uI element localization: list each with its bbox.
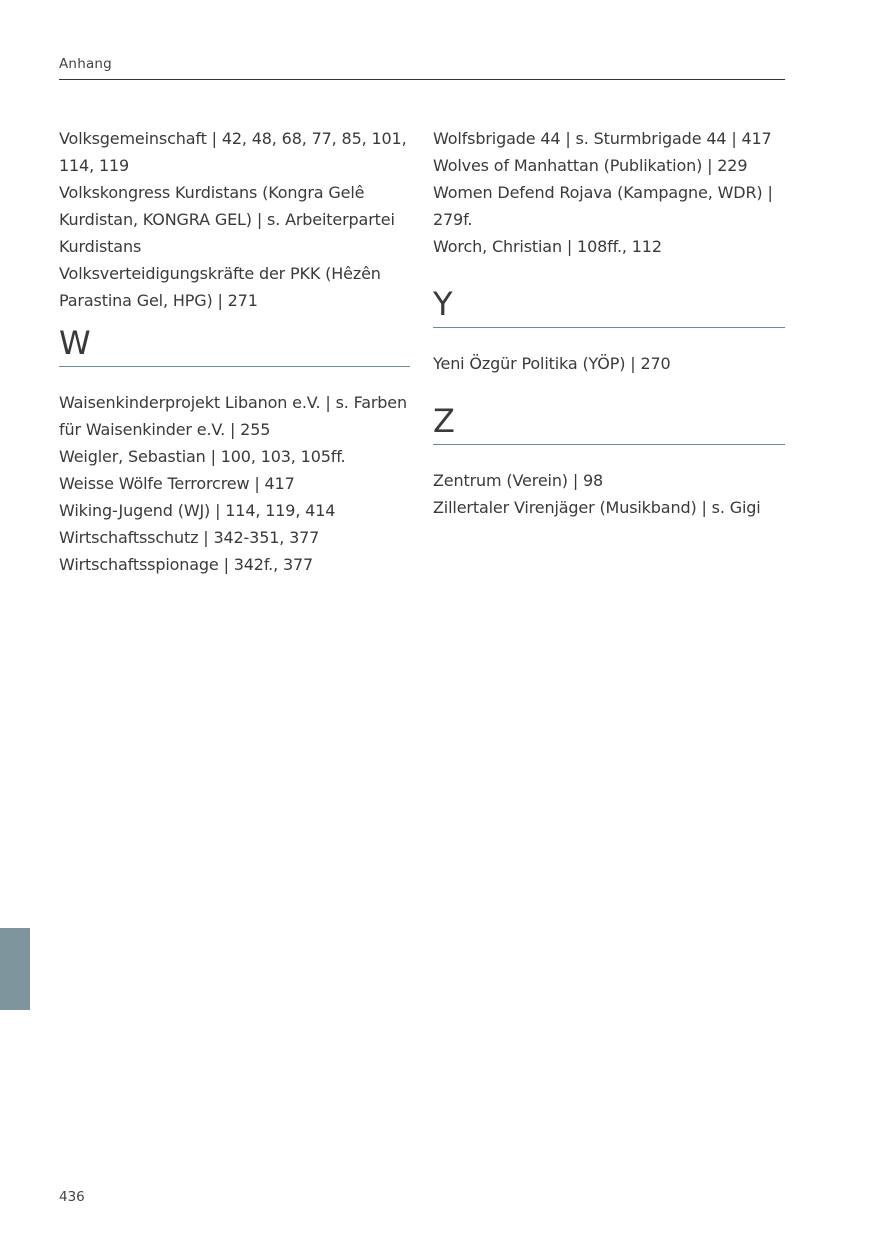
index-entry: Zillertaler Virenjäger (Musikband) | s. Gigi xyxy=(433,498,761,517)
index-entry: Yeni Özgür Politika (YÖP) | 270 xyxy=(433,354,671,373)
index-entry: Weigler, Sebastian | 100, 103, 105ff. xyxy=(59,447,346,466)
index-entry: Worch, Christian | 108ff., 112 xyxy=(433,237,662,256)
index-entry: Volkskongress Kurdistans (Kongra Gelê Kurdistan, KONGRA GEL) | s. Arbeiterpartei Kurdistans xyxy=(59,183,395,256)
index-entry: Waisenkinderprojekt Libanon e.V. | s. Farben für Waisenkinder e.V. | 255 xyxy=(59,393,407,439)
section-w-entries xyxy=(59,389,410,578)
index-entry: Women Defend Rojava (Kampagne, WDR) | 279f. xyxy=(433,183,773,229)
page-number: 436 xyxy=(59,1189,85,1205)
index-entry: Volksgemeinschaft | 42, 48, 68, 77, 85, 101, 114, 119 xyxy=(59,129,407,175)
index-column-left xyxy=(59,125,410,578)
index-entry: Weisse Wölfe Terrorcrew | 417 xyxy=(59,474,295,493)
section-heading-w: W xyxy=(59,323,410,367)
index-entry: Wirtschaftsspionage | 342f., 377 xyxy=(59,555,314,574)
header-rule xyxy=(59,79,785,80)
index-column-right xyxy=(433,125,785,521)
index-entry: Wiking-Jugend (WJ) | 114, 119, 414 xyxy=(59,501,336,520)
chapter-thumb-tab xyxy=(0,928,30,1010)
running-head: Anhang xyxy=(59,56,112,72)
section-z-entries xyxy=(433,467,785,521)
index-entry: Volksverteidigungskräfte der PKK (Hêzên Parastina Gel, HPG) | 271 xyxy=(59,264,381,310)
section-heading-z: Z xyxy=(433,401,785,445)
index-entry: Zentrum (Verein) | 98 xyxy=(433,471,604,490)
index-entry: Wolves of Manhattan (Publikation) | 229 xyxy=(433,156,748,175)
index-entry: Wirtschaftsschutz | 342-351, 377 xyxy=(59,528,320,547)
section-heading-y: Y xyxy=(433,284,785,328)
section-y-entries xyxy=(433,350,785,377)
index-entry: Wolfsbrigade 44 | s. Sturmbrigade 44 | 417 xyxy=(433,129,772,148)
